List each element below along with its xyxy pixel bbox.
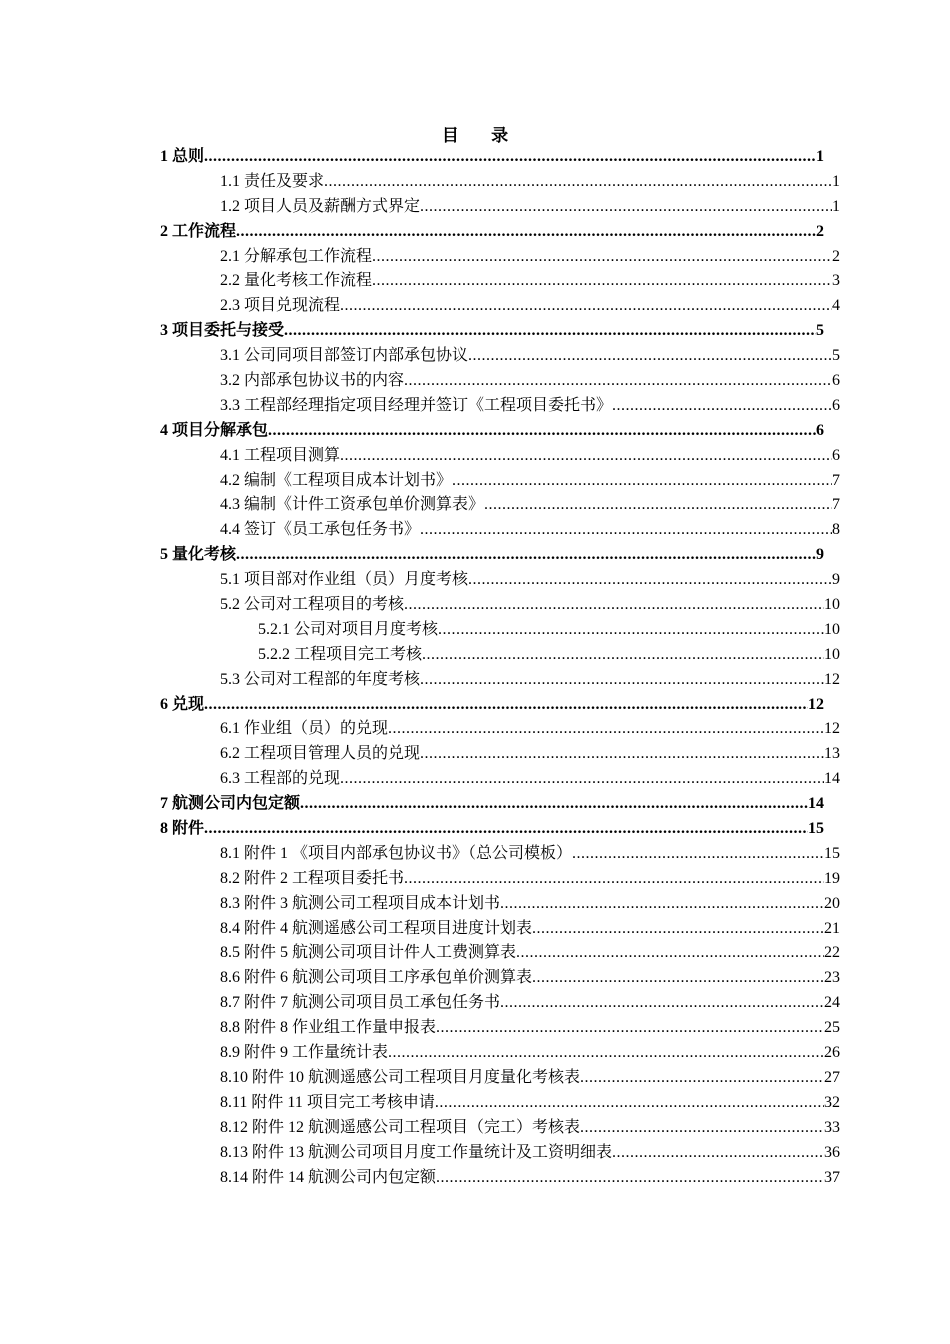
toc-entry-label: 3.1 公司同项目部签订内部承包协议	[220, 347, 469, 365]
dot-leader	[404, 593, 824, 618]
toc-entry[interactable]	[160, 195, 840, 220]
toc-entry[interactable]	[160, 1041, 840, 1066]
toc-entry-label: 5.1 项目部对作业组（员）月度考核	[220, 571, 469, 589]
dot-leader	[404, 867, 824, 892]
dot-leader	[340, 294, 832, 319]
toc-entry[interactable]	[160, 693, 840, 718]
toc-entry[interactable]	[160, 1166, 840, 1191]
toc-entry-page-number: 8	[832, 521, 840, 539]
toc-entry-page-number: 26	[824, 1044, 840, 1062]
toc-entry[interactable]	[160, 792, 840, 817]
dot-leader	[612, 394, 832, 419]
toc-entry-label: 8.13 附件 13 航测公司项目月度工作量统计及工资明细表	[220, 1143, 613, 1161]
toc-entry-label: 1.1 责任及要求	[220, 172, 325, 190]
toc-entry-label: 5.2 公司对工程项目的考核	[220, 596, 405, 614]
toc-entry[interactable]	[160, 170, 840, 195]
toc-entry-label: 5.3 公司对工程部的年度考核	[220, 670, 421, 688]
dot-leader	[500, 892, 824, 917]
toc-entry[interactable]	[160, 1066, 840, 1091]
dot-leader	[580, 1116, 824, 1141]
dot-leader	[484, 493, 832, 518]
toc-entry-page-number: 32	[824, 1093, 840, 1111]
toc-entry-page-number: 24	[824, 994, 840, 1012]
dot-leader	[468, 568, 832, 593]
toc-entry[interactable]	[160, 469, 840, 494]
dot-leader	[388, 717, 824, 742]
toc-entry-page-number: 6	[816, 421, 824, 439]
toc-entry[interactable]	[160, 618, 840, 643]
toc-entry-label: 8.4 附件 4 航测遥感公司工程项目进度计划表	[220, 919, 533, 937]
dot-leader	[300, 792, 808, 817]
toc-entry[interactable]	[160, 518, 840, 543]
dot-leader	[404, 369, 832, 394]
toc-entry-page-number: 10	[824, 645, 840, 663]
dot-leader	[452, 469, 832, 494]
dot-leader	[204, 817, 808, 842]
toc-entry-page-number: 19	[824, 869, 840, 887]
toc-entry[interactable]	[160, 269, 840, 294]
toc-entry-page-number: 2	[816, 222, 824, 240]
toc-entry-page-number: 1	[832, 197, 840, 215]
dot-leader	[580, 1066, 824, 1091]
dot-leader	[435, 1091, 824, 1116]
toc-entry[interactable]	[160, 220, 840, 245]
toc-entry-page-number: 6	[832, 446, 840, 464]
dot-leader	[340, 767, 824, 792]
toc-entry-page-number: 12	[824, 670, 840, 688]
dot-leader	[204, 145, 816, 170]
toc-title: 目 录	[441, 126, 523, 145]
dot-leader	[422, 643, 824, 668]
toc-entry[interactable]	[160, 145, 840, 170]
toc-entry-label: 6.2 工程项目管理人员的兑现	[220, 745, 421, 763]
dot-leader	[436, 1016, 824, 1041]
toc-entry-page-number: 15	[808, 820, 824, 838]
toc-entry-label: 3 项目委托与接受	[160, 322, 285, 340]
toc-entry-page-number: 12	[808, 695, 824, 713]
toc-entry-page-number: 5	[816, 322, 824, 340]
toc-entry[interactable]	[160, 593, 840, 618]
toc-entry-label: 1 总则	[160, 147, 205, 165]
dot-leader	[532, 966, 824, 991]
dot-leader	[612, 1141, 824, 1166]
toc-entry-label: 8 附件	[160, 820, 205, 838]
toc-entry-page-number: 15	[824, 844, 840, 862]
toc-entry[interactable]	[160, 543, 840, 568]
dot-leader	[236, 543, 816, 568]
toc-entry-page-number: 9	[816, 546, 824, 564]
toc-entry[interactable]	[160, 245, 840, 270]
toc-entry-page-number: 7	[832, 471, 840, 489]
toc-entry-label: 5.2.2 工程项目完工考核	[258, 645, 423, 663]
dot-leader	[420, 518, 832, 543]
toc-entry-page-number: 27	[824, 1068, 840, 1086]
toc-entry-page-number: 2	[832, 247, 840, 265]
toc-entry-label: 8.2 附件 2 工程项目委托书	[220, 869, 405, 887]
toc-entry[interactable]	[160, 319, 840, 344]
toc-entry-label: 8.3 附件 3 航测公司工程项目成本计划书	[220, 894, 501, 912]
toc-entry-label: 5.2.1 公司对项目月度考核	[258, 620, 439, 638]
toc-entry-label: 4.3 编制《计件工资承包单价测算表》	[220, 496, 485, 514]
toc-entry[interactable]	[160, 717, 840, 742]
toc-entry[interactable]	[160, 294, 840, 319]
dot-leader	[388, 1041, 824, 1066]
toc-entry[interactable]	[160, 817, 840, 842]
toc-entry-label: 2.2 量化考核工作流程	[220, 272, 373, 290]
toc-entry-label: 6 兑现	[160, 695, 205, 713]
toc-entry[interactable]	[160, 668, 840, 693]
dot-leader	[500, 991, 824, 1016]
toc-entry-page-number: 20	[824, 894, 840, 912]
dot-leader	[420, 668, 824, 693]
dot-leader	[572, 842, 824, 867]
toc-entry-page-number: 25	[824, 1019, 840, 1037]
dot-leader	[420, 195, 832, 220]
toc-entry-page-number: 1	[816, 147, 824, 165]
dot-leader	[438, 618, 824, 643]
toc-entry-page-number: 9	[832, 571, 840, 589]
toc-entry[interactable]	[160, 1116, 840, 1141]
toc-entry-label: 2.1 分解承包工作流程	[220, 247, 373, 265]
toc-entry-label: 3.2 内部承包协议书的内容	[220, 372, 405, 389]
dot-leader	[340, 444, 832, 469]
toc-entry-label: 6.1 作业组（员）的兑现	[220, 720, 389, 738]
toc-entry[interactable]	[160, 344, 840, 369]
toc-entry[interactable]	[160, 568, 840, 593]
toc-entry[interactable]	[160, 892, 840, 917]
toc-entry-page-number: 14	[824, 770, 840, 788]
dot-leader	[236, 220, 816, 245]
dot-leader	[372, 269, 832, 294]
toc-entry-label: 6.3 工程部的兑现	[220, 770, 341, 788]
toc-entry-page-number: 7	[832, 496, 840, 514]
toc-entry-page-number: 12	[824, 720, 840, 738]
toc-entry[interactable]	[160, 444, 840, 469]
toc-entry-page-number: 22	[824, 944, 840, 962]
toc-entry[interactable]	[160, 742, 840, 767]
dot-leader	[268, 419, 816, 444]
toc-entry[interactable]	[160, 1091, 840, 1116]
toc-entry[interactable]	[160, 867, 840, 892]
toc-entry[interactable]	[160, 966, 840, 991]
toc-entry-label: 8.1 附件 1 《项目内部承包协议书》（总公司模板）	[220, 844, 573, 862]
toc-entry[interactable]	[160, 643, 840, 668]
toc-entry-label: 8.11 附件 11 项目完工考核申请	[220, 1093, 435, 1111]
toc-entry-label: 4.4 签订《员工承包任务书》	[220, 521, 421, 539]
toc-entry-label: 8.10 附件 10 航测遥感公司工程项目月度量化考核表	[220, 1068, 581, 1086]
toc-entry-label: 8.6 附件 6 航测公司项目工序承包单价测算表	[220, 969, 533, 987]
toc-entry[interactable]	[160, 917, 840, 942]
dot-leader	[420, 742, 824, 767]
toc-entry-label: 8.7 附件 7 航测公司项目员工承包任务书	[220, 994, 501, 1012]
toc-entry-page-number: 14	[808, 795, 824, 813]
toc-entry-page-number: 13	[824, 745, 840, 763]
toc-entry[interactable]	[160, 842, 840, 867]
toc-entry-page-number: 21	[824, 919, 840, 937]
toc-entry[interactable]	[160, 767, 840, 792]
toc-entry-label: 8.9 附件 9 工作量统计表	[220, 1044, 389, 1062]
toc-entry-page-number: 1	[832, 172, 840, 190]
toc-entry-page-number: 33	[824, 1118, 840, 1136]
toc-entry-page-number: 37	[824, 1168, 840, 1186]
toc-entry[interactable]	[160, 493, 840, 518]
toc-entry-label: 8.12 附件 12 航测遥感公司工程项目（完工）考核表	[220, 1118, 581, 1136]
toc-entry[interactable]	[160, 942, 840, 967]
dot-leader	[468, 344, 832, 369]
toc-entry-page-number: 6	[832, 396, 840, 414]
toc-entry-page-number: 10	[824, 596, 840, 614]
toc-entry-page-number: 5	[832, 347, 840, 365]
toc-entry[interactable]	[160, 419, 840, 444]
toc-entry-label: 2 工作流程	[160, 222, 237, 240]
toc-entry-label: 3.3 工程部经理指定项目经理并签订《工程项目委托书》	[220, 396, 613, 414]
toc-entry-label: 8.14 附件 14 航测公司内包定额	[220, 1168, 437, 1186]
dot-leader	[284, 319, 816, 344]
toc-entry[interactable]	[160, 369, 840, 394]
dot-leader	[372, 245, 832, 270]
toc-entry-page-number: 6	[832, 372, 840, 389]
dot-leader	[204, 693, 808, 718]
toc-entry-label: 8.8 附件 8 作业组工作量申报表	[220, 1019, 437, 1037]
toc-entry-label: 1.2 项目人员及薪酬方式界定	[220, 197, 421, 215]
toc-entry-label: 2.3 项目兑现流程	[220, 297, 341, 315]
toc-entry[interactable]	[160, 1141, 840, 1166]
table-of-contents	[160, 145, 840, 1190]
toc-entry[interactable]	[160, 394, 840, 419]
toc-entry-label: 8.5 附件 5 航测公司项目计件人工费测算表	[220, 944, 517, 962]
toc-entry-label: 5 量化考核	[160, 546, 237, 564]
toc-entry-label: 4.2 编制《工程项目成本计划书》	[220, 471, 453, 489]
dot-leader	[532, 917, 824, 942]
dot-leader	[436, 1166, 824, 1191]
toc-entry-page-number: 36	[824, 1143, 840, 1161]
toc-entry-page-number: 3	[832, 272, 840, 290]
dot-leader	[516, 941, 824, 966]
dot-leader	[324, 170, 832, 195]
toc-entry-page-number: 4	[832, 297, 840, 315]
toc-entry-page-number: 10	[824, 620, 840, 638]
toc-entry-label: 4.1 工程项目测算	[220, 446, 341, 464]
toc-entry[interactable]	[160, 991, 840, 1016]
toc-entry[interactable]	[160, 1016, 840, 1041]
toc-entry-label: 7 航测公司内包定额	[160, 795, 301, 813]
toc-entry-page-number: 23	[824, 969, 840, 987]
toc-entry-label: 4 项目分解承包	[160, 421, 269, 439]
